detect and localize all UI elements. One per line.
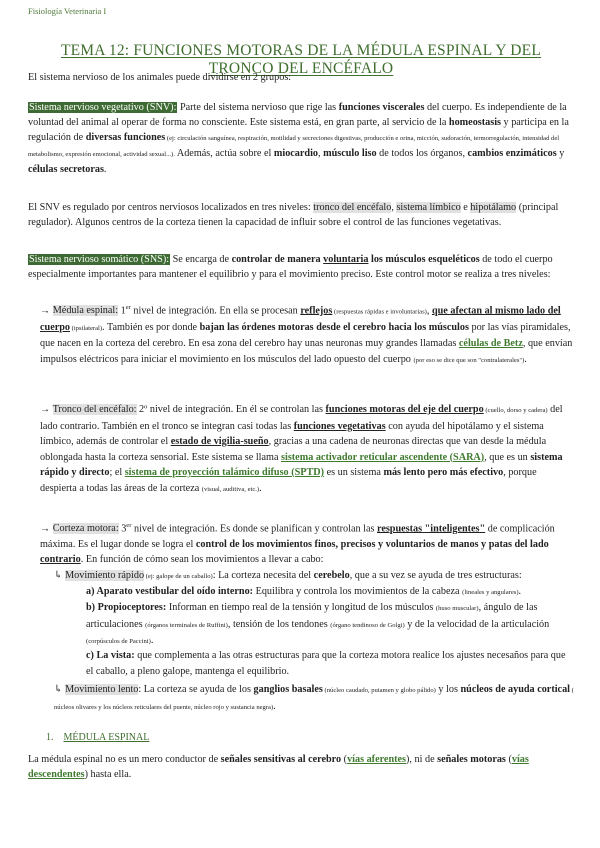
return-arrow-icon: ↳ [54, 684, 63, 695]
snv-regulation-paragraph: El SNV es regulado por centros nerviosos localizados en tres niveles: tronco del encéfalo, sistema límbico e hipotálamo (principal regulador). Algunos centros de la corteza tienen la capacidad de influir sobre el control de las funciones vegetativas. [28, 202, 559, 228]
sublist-c: c) La vista: que complementa a las otras estructuras para que la corteza motora realice los ajustes necesaños para que el caballo, a pleno galope, mantenga el equilibrio. [86, 650, 566, 677]
section-number: 1. [46, 732, 54, 743]
snv-paragraph: Sistema nervioso vegetativo (SNV): Parte del sistema nervioso que rige las funciones viscerales del cuerpo. Es independiente de la voluntad del animal al operar de forma no consciente. Este sistema está, en gran parte, al servicio de la homeostasis y participa en la regulación de diversas funciones (ej: circulación sanguínea, respiración, motilidad y secreciones digestivas, producción e orina, micción, sudoración, termorregulación, intensidad del metabolismo, expresión emocional, actividad sexual...). Además, actúa sobre el miocardio, músculo liso de todos los órganos, cambios enzimáticos y células secretoras. [28, 102, 569, 175]
list-item-medula: → Médula espinal: 1er nivel de integración. En ella se procesan reflejos (respuestas rápidas e involuntarias), que afectan al mismo lado del cuerpo (ipsilateral). También es por donde bajan las órdenes motoras desde el cerebro hacia los músculos por las vías piramidales, que nacen en la corteza del cerebro. En esa zona del cerebro hay unas neuronas muy grandes llamadas células de Betz, que envían impulsos eléctricos para iniciar el movimiento en los músculos del lado opuesto del cuerpo (por eso se dice que son "contralaterales"). [40, 304, 573, 365]
sublist-item-rapido: ↳ Movimiento rápido (ej: galope de un caballo): La corteza necesita del cerebelo, que a su vez se ayuda de tres estructuras: [54, 570, 522, 581]
page-title: TEMA 12: FUNCIONES MOTORAS DE LA MÉDULA ESPINAL Y DEL TRONCO DEL ENCÉFALO [60, 42, 542, 77]
intro-paragraph: El sistema nervioso de los animales puede dividirse en 2 grupos: [28, 72, 292, 83]
sublist-b: b) Propioceptores: Informan en tiempo real de la tensión y longitud de los músculos (huso muscular), ángulo de las articulaciones (órganos terminales de Ruffini), tensión de los tendones (órgano tendinoso de Golgi) y de la velocidad de la articulación (corpúsculos de Paccini). [86, 602, 550, 646]
arrow-icon: → [40, 404, 51, 415]
sns-paragraph: Sistema nervioso somático (SNS): Se encarga de controlar de manera voluntaria los músculos esqueléticos de todo el cuerpo especialmente importantes para mantener el equilibrio y para el movimiento preciso. Este control motor se realiza a tres niveles: [28, 254, 553, 280]
course-header: Fisiología Veterinaria I [28, 6, 107, 16]
section-label: MÉDULA ESPINAL [63, 732, 150, 743]
sublist-a: a) Aparato vestibular del oído interno: Equilibra y controla los movimientos de la cabeza (lineales y angulares). [86, 586, 522, 597]
arrow-icon: → [40, 305, 51, 317]
list-item-tronco: → Tronco del encéfalo: 2º nivel de integración. En él se controlan las funciones motoras del eje del cuerpo (cuello, dorso y cadera) del lado contrario. También en el tronco se integran casi todas las funciones vegetativas con ayuda del hipotálamo y el sistema límbico, además de controlar el estado de vigilia-sueño, gracias a una cadena de neuronas directas que van desde la médula oblongada hasta la corteza sensorial. Este sistema se llama sistema activador reticular ascendente (SARA), que es un sistema rápido y directo; el sistema de proyección talámico difuso (SPTD) es un sistema más lento pero más efectivo, porque despierta a todas las áreas de la corteza (visual, auditiva, etc.). [40, 404, 563, 494]
snv-label: Sistema nervioso vegetativo (SNV): [29, 102, 177, 113]
medula-intro-paragraph: La médula espinal no es un mero conductor de señales sensitivas al cerebro (vías aferentes), ni de señales motoras (vías descendentes) hasta ella. [28, 754, 529, 780]
list-item-corteza: → Corteza motora: 3er nivel de integración. Es donde se planifican y controlan las respuestas "inteligentes" de complicación máxima. Es el lugar donde se logra el control de los movimientos finos, precisos y voluntarios de manos y patas del lado contrario. En función de cómo sean los movimientos a llevar a cabo: [40, 522, 555, 566]
return-arrow-icon: ↳ [54, 570, 63, 581]
sns-label: Sistema nervioso somático (SNS): [29, 254, 170, 265]
sublist-item-lento: ↳ Movimiento lento: La corteza se ayuda de los ganglios basales (núcleo caudado, putamen y globo pálido) y los núcleos de ayuda cortical ( núcleos olivares y los núcleos reticulares del puente, núcleo rojo y sustancia negra). [54, 684, 574, 712]
section-heading [46, 732, 149, 743]
arrow-icon: → [40, 523, 51, 535]
